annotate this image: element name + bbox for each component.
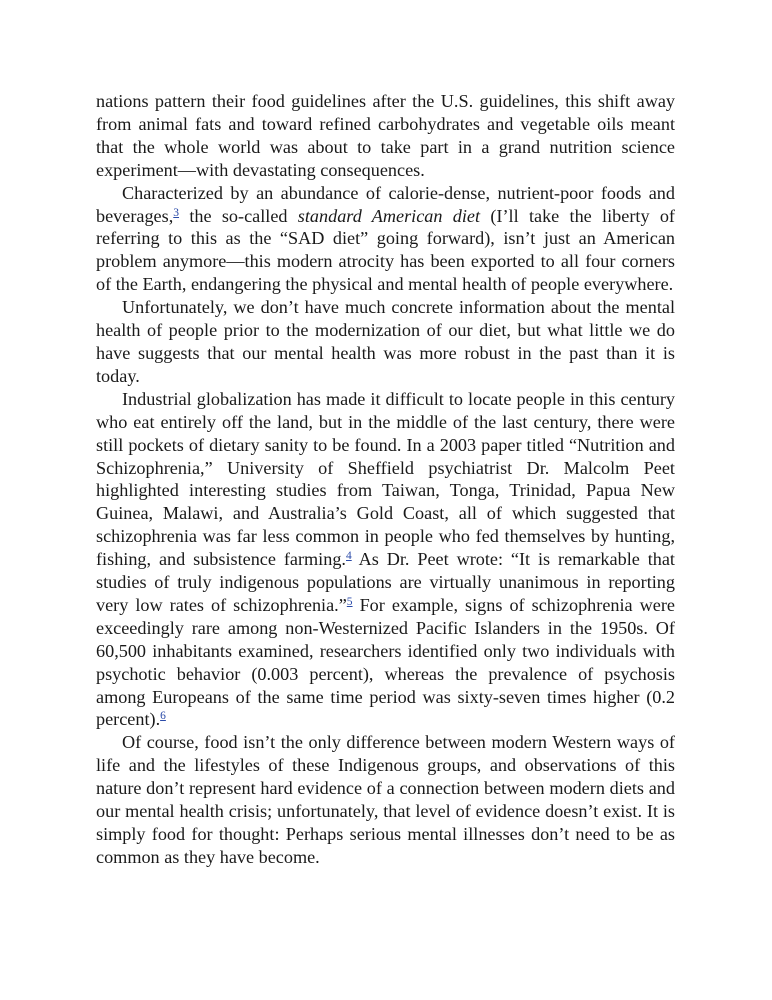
paragraph-text: For example, signs of schizophrenia were exceedingly rare among non-Westernized Pacific Islanders in the 1950s. Of 60,500 inhabitants examined, researchers identified only two individuals with psychotic behavior (0.003 percent), whereas the prevalence of psychosis among Europeans of the same time period was sixty-seven times higher (0.2 percent). [96,594,675,730]
paragraph-text: (I’ll take the liberty of referring to this as the “SAD diet” going forward), isn’t just an American problem anymore—this modern atrocity has been exported to all four corners of the Earth, endangering the physical and mental health of people everywhere. [96,205,675,295]
paragraph-text: Of course, food isn’t the only difference between modern Western ways of life and the lifestyles of these Indigenous groups, and observations of this nature don’t represent hard evidence of a connection between modern diets and our mental health crisis; unfortunately, that level of evidence doesn’t exist. It is simply food for thought: Perhaps serious mental illnesses don’t need to be as common as they have become. [96,732,675,867]
emphasized-term: standard American diet [297,205,481,226]
footnote-link-4[interactable]: 4 [345,550,352,563]
book-page [96,90,675,869]
paragraph-text: nations pattern their food guidelines after the U.S. guidelines, this shift away from animal fats and toward refined carbohydrates and vegetable oils meant that the whole world was about to take part in a grand nutrition science experiment—with devastating consequences. [96,91,675,180]
paragraph-3 [96,296,675,388]
paragraph-text: Unfortunately, we don’t have much concrete information about the mental health of people prior to the modernization of our diet, but what little we do have suggests that our mental health was more robust in the past than it is today. [96,297,675,386]
paragraph-5 [96,731,675,868]
paragraph-text: As Dr. Peet wrote: “It is remarkable that studies of truly indigenous populations are virtually unanimous in reporting very low rates of schizophrenia.” [96,549,675,615]
footnote-link-3[interactable]: 3 [173,206,180,219]
paragraph-2 [96,182,675,297]
paragraph-1 [96,90,675,182]
paragraph-4 [96,388,675,732]
paragraph-text: the so-called [179,205,298,226]
footnote-link-6[interactable]: 6 [160,710,166,723]
paragraph-text: Characterized by an abundance of calorie-dense, nutrient-poor foods and beverages, [96,182,675,226]
footnote-link-5[interactable]: 5 [346,595,353,608]
paragraph-text: Industrial globalization has made it difficult to locate people in this century who eat entirely off the land, but in the middle of the last century, there were still pockets of dietary sanity to be found. In a 2003 paper titled “Nutrition and Schizophrenia,” University of Sheffield psychiatrist Dr. Malcolm Peet highlighted interesting studies from Taiwan, Tonga, Trinidad, Papua New Guinea, Malawi, and Australia’s Gold Coast, all of which suggested that schizophrenia was far less common in people who fed themselves by hunting, fishing, and subsistence farming. [96,388,675,570]
